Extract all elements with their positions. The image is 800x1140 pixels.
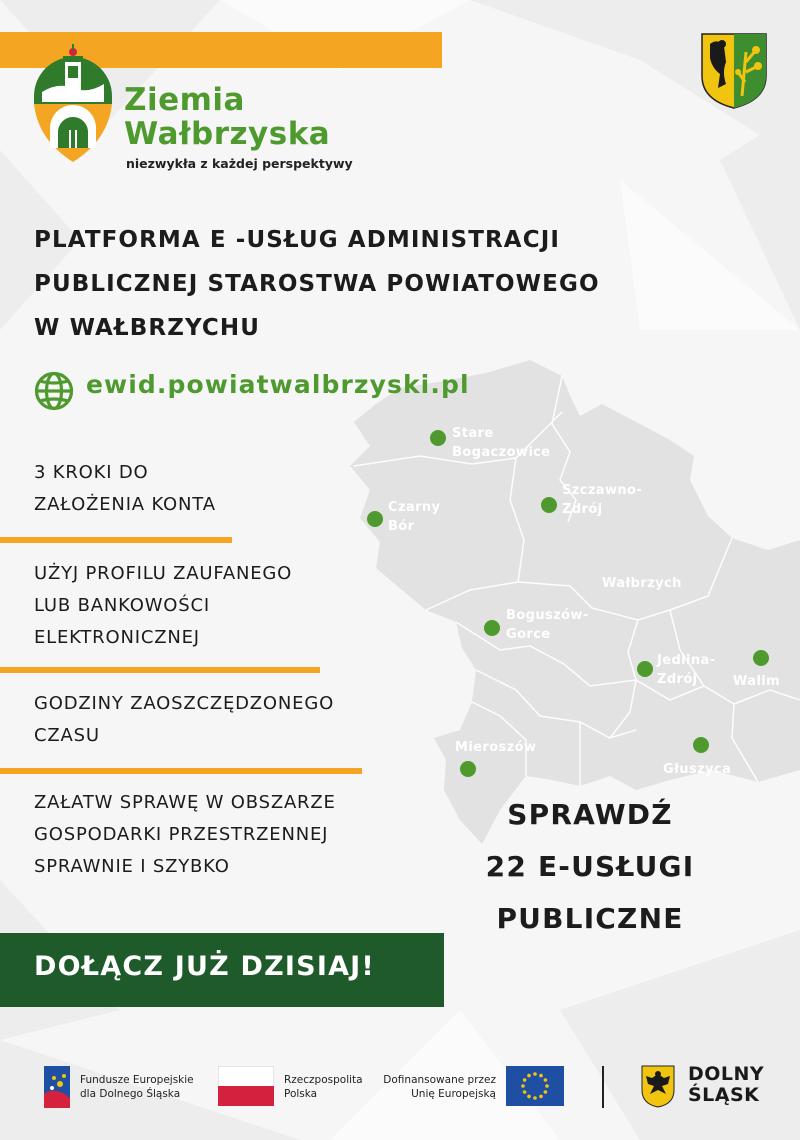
town-marker (541, 497, 557, 513)
check-line-3: PUBLICZNE (496, 902, 684, 935)
step-4 (34, 787, 336, 883)
coat-of-arms-icon (700, 32, 768, 110)
lower-silesia-eagle-icon (640, 1064, 676, 1108)
check-line-2: 22 E-USŁUGI (485, 850, 695, 883)
step-line: SPRAWNIE I SZYBKO (34, 856, 230, 877)
join-today-banner[interactable] (0, 933, 444, 1007)
check-line-1: SPRAWDŹ (507, 798, 673, 831)
town-label-gluszyca: Głuszyca (663, 762, 732, 777)
step-3 (34, 688, 334, 752)
divider-bar (0, 667, 320, 673)
town-label-boguszow-gorce: Boguszów- Gorce (506, 608, 589, 642)
brand-tagline: niezwykła z każdej perspektywy (126, 156, 353, 171)
eu-funding-text: Dofinansowane przez Unię Europejską (383, 1074, 496, 1100)
step-line: 3 KROKI DO (34, 462, 149, 483)
join-today-label: DOŁĄCZ JUŻ DZISIAJ! (34, 951, 375, 982)
eu-flag-icon (506, 1066, 564, 1106)
town-marker (367, 511, 383, 527)
heading-line: W WAŁBRZYCHU (34, 315, 261, 341)
town-label-jedlina-zdroj: Jedlina- Zdrój (657, 653, 716, 687)
town-label-czarny-bor: Czarny Bór (388, 500, 441, 534)
footer-divider (602, 1066, 604, 1108)
step-line: GOSPODARKI PRZESTRZENNEJ (34, 824, 329, 845)
divider-bar (0, 537, 232, 543)
main-heading (34, 218, 714, 350)
brand-name-line1: Ziemia (124, 82, 245, 118)
step-2 (34, 558, 292, 654)
heading-line: PUBLICZNEJ STAROSTWA POWIATOWEGO (34, 271, 600, 297)
globe-icon (34, 371, 74, 411)
town-marker (693, 737, 709, 753)
divider-bar (0, 768, 362, 774)
ziemia-walbrzyska-logo-icon (30, 44, 116, 166)
town-marker (460, 761, 476, 777)
town-marker (637, 661, 653, 677)
town-label-walbrzych: Wałbrzych (602, 576, 682, 591)
brand-name-line2: Wałbrzyska (124, 116, 331, 152)
heading-line: PLATFORMA E -USŁUG ADMINISTRACJI (34, 227, 561, 253)
town-marker (430, 430, 446, 446)
website-url[interactable]: ewid.powiatwalbrzyski.pl (86, 370, 470, 399)
step-line: LUB BANKOWOŚCI (34, 595, 210, 616)
town-label-walim: Walim (733, 674, 781, 689)
town-marker (753, 650, 769, 666)
step-1 (34, 457, 216, 521)
european-funds-logo-icon (42, 1064, 72, 1110)
european-funds-text: Fundusze Europejskie dla Dolnego Śląska (80, 1074, 194, 1100)
town-marker (484, 620, 500, 636)
step-line: ZAŁOŻENIA KONTA (34, 494, 216, 515)
step-line: UŻYJ PROFILU ZAUFANEGO (34, 563, 293, 584)
dolny-slask-text: DOLNY ŚLĄSK (688, 1063, 765, 1106)
town-label-mieroszow: Mieroszów (455, 740, 537, 755)
town-label-szczawno-zdroj: Szczawno- Zdrój (562, 483, 643, 517)
step-line: GODZINY ZAOSZCZĘDZONEGO (34, 693, 335, 714)
step-line: ZAŁATW SPRAWĘ W OBSZARZE (34, 792, 336, 813)
step-line: ELEKTRONICZNEJ (34, 627, 200, 648)
town-label-stare-bogaczowice: Stare Bogaczowice (452, 426, 551, 460)
rzeczpospolita-polska-text: Rzeczpospolita Polska (284, 1074, 363, 1100)
polish-flag-icon (218, 1066, 274, 1106)
step-line: CZASU (34, 725, 100, 746)
